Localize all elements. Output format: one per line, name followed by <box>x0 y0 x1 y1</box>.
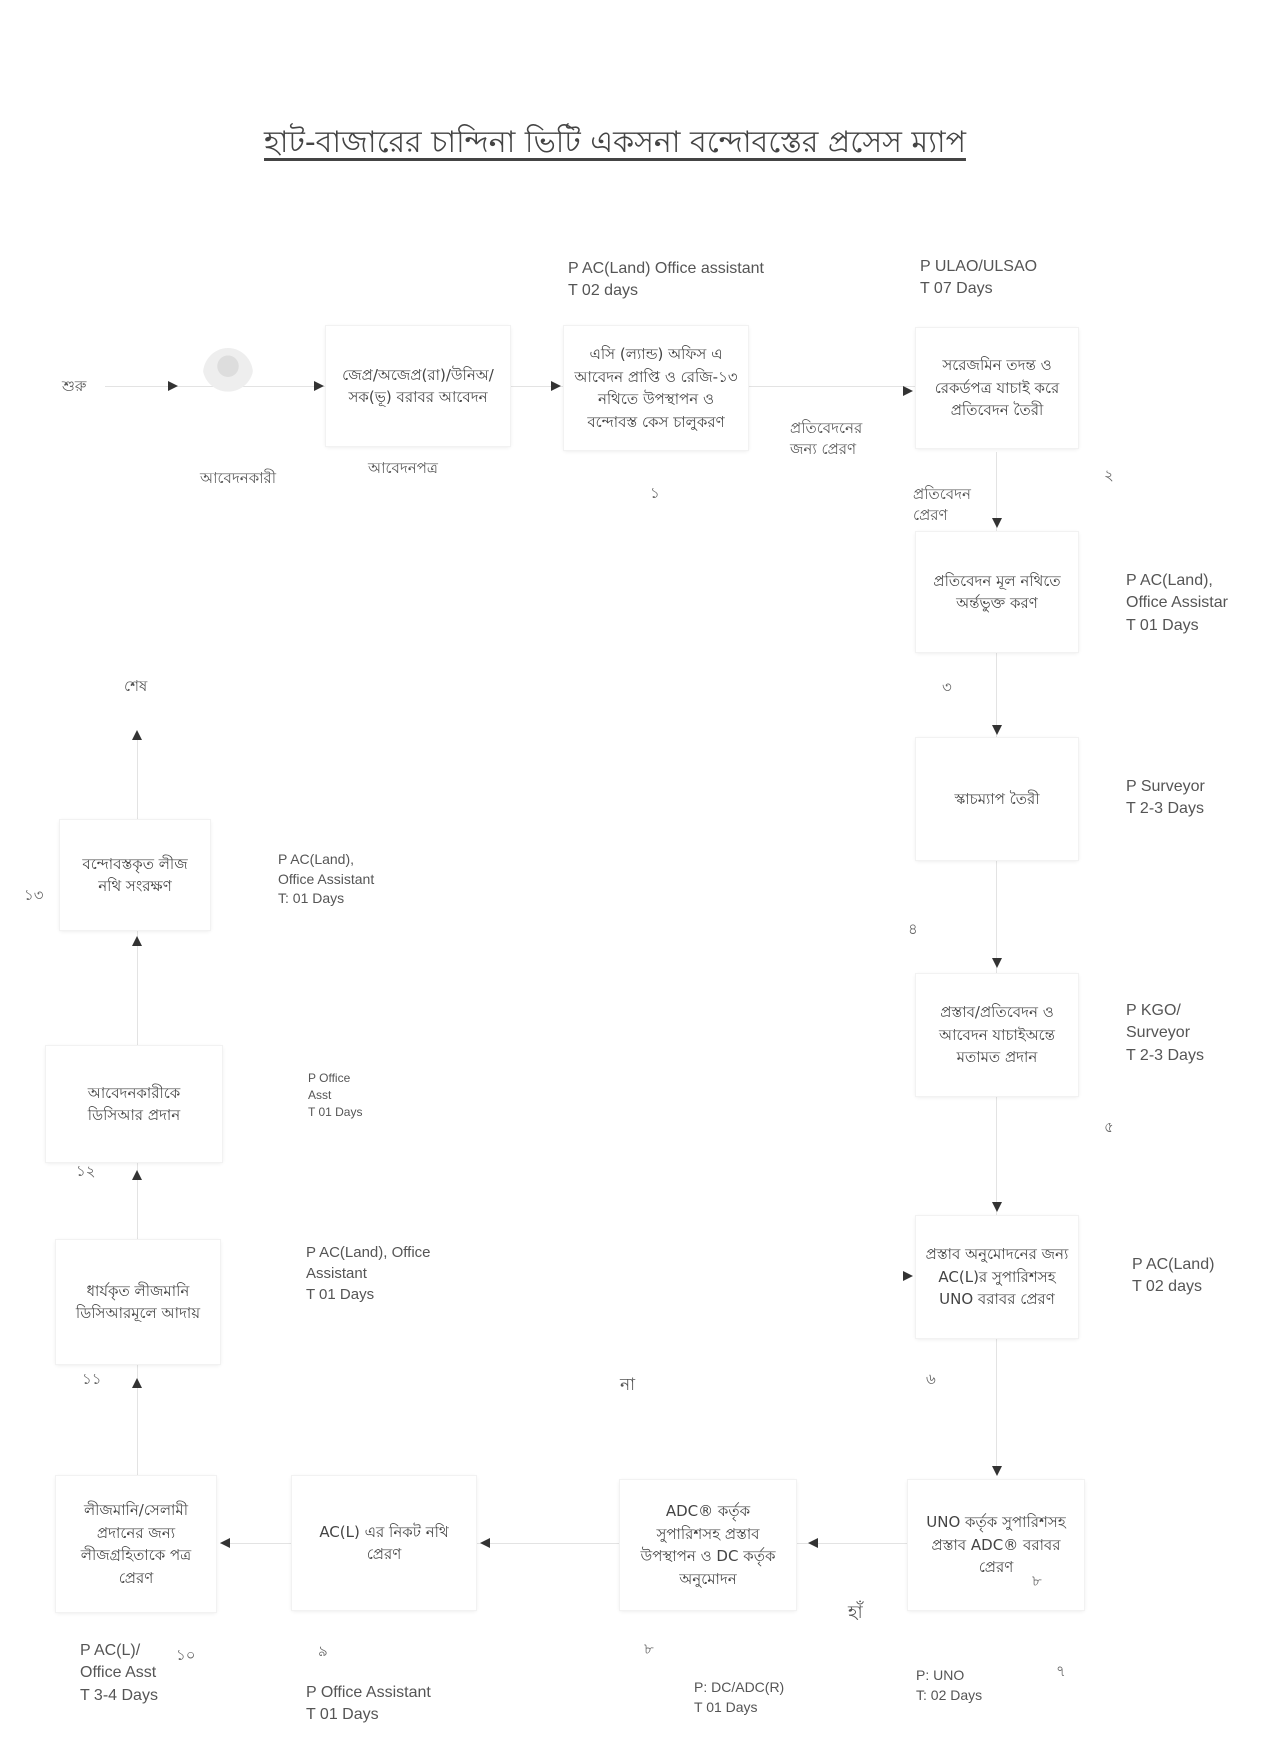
step-number: ৪ <box>908 920 918 938</box>
step-number: ১০ <box>176 1646 196 1664</box>
step-box-dc-approval: ADC® কর্তৃক সুপারিশসহ প্রস্তাব উপস্থাপন ও DC কর্তৃক অনুমোদন <box>620 1480 796 1610</box>
step-box-opinion: প্রস্তাব/প্রতিবেদন ও আবেদন যাচাইঅন্তে মতামত প্রদান <box>916 974 1078 1096</box>
arrow-down <box>992 725 1002 735</box>
step-box-include-report: প্রতিবেদন মূল নথিতে অর্ন্তভুক্ত করণ <box>916 532 1078 652</box>
send-for-report-label: প্রতিবেদনের জন্য প্রেরণ <box>790 419 863 458</box>
application-label: আবেদনপত্র <box>368 459 438 477</box>
step-box-preserve-file: বন্দোবস্তকৃত লীজ নথি সংরক্ষণ <box>60 820 210 930</box>
step-box-lease-letter: লীজমানি/সেলামী প্রদানের জন্য লীজগ্রহিতাকে পত্র প্রেরণ <box>56 1476 216 1612</box>
step-1-meta: P AC(Land) Office assistant T 02 days <box>568 260 764 300</box>
arrow-right <box>551 381 561 391</box>
step-4-meta: P Surveyor T 2-3 Days <box>1126 778 1205 818</box>
send-report-label: প্রতিবেদন প্রেরণ <box>913 485 971 524</box>
step-number: ১ <box>650 484 660 502</box>
end-label: শেষ <box>124 677 148 695</box>
step-number: ৩ <box>942 678 952 696</box>
step-box-uno-recommend: UNO কর্তৃক সুপারিশসহ প্রস্তাব ADC® বরাবর প্রেরণ <box>908 1480 1084 1610</box>
start-label: শুরু <box>62 377 87 395</box>
step-number: ৫ <box>1104 1118 1114 1136</box>
step-number: ১১ <box>82 1370 102 1388</box>
step-number: ৭ <box>1056 1662 1066 1680</box>
step-number: ৮ <box>1032 1572 1042 1590</box>
step-number: ২ <box>1104 466 1114 484</box>
step-5-meta: P KGO/ Surveyor T 2-3 Days <box>1126 1002 1204 1064</box>
yes-label: হাঁ <box>848 1602 863 1623</box>
arrow-up <box>132 936 142 946</box>
applicant-icon <box>203 348 253 400</box>
step-box-apply: জেপ্র/অজেপ্র(রা)/উনিঅ/ সক(ভূ) বরাবর আবেদন <box>326 326 510 446</box>
step-3-meta: P AC(Land), Office Assistar T 01 Days <box>1126 572 1228 634</box>
arrow-down <box>992 958 1002 968</box>
step-box-collect-lease-money: ধার্যকৃত লীজমানি ডিসিআরমূলে আদায় <box>56 1240 220 1364</box>
step-11-meta: P AC(Land), Office Assistant T 01 Days <box>306 1244 431 1303</box>
step-7-meta: P: UNO T: 02 Days <box>916 1667 983 1703</box>
step-12-meta: P Office Asst T 01 Days <box>308 1071 363 1119</box>
step-number: ৮ <box>644 1640 654 1658</box>
arrow-left <box>220 1538 230 1548</box>
step-10-meta: P AC(L)/ Office Asst T 3-4 Days <box>80 1642 158 1704</box>
step-8-meta: P: DC/ADC(R) T 01 Days <box>694 1679 785 1715</box>
no-label: না <box>620 1375 636 1395</box>
arrow-left <box>808 1538 818 1548</box>
step-box-forward-to-uno: প্রস্তাব অনুমোদনের জন্য AC(L)র সুপারিশসহ UNO বরাবর প্রেরণ <box>916 1216 1078 1338</box>
arrow-down <box>992 1466 1002 1476</box>
arrow-right <box>168 381 178 391</box>
arrow-right <box>314 381 324 391</box>
step-box-send-to-acl: AC(L) এর নিকট নথি প্রেরণ <box>292 1476 476 1610</box>
applicant-label: আবেদনকারী <box>200 469 277 487</box>
step-box-provide-dcr: আবেদনকারীকে ডিসিআর প্রদান <box>46 1046 222 1162</box>
arrow-left <box>480 1538 490 1548</box>
step-box-receive-application: এসি (ল্যান্ড) অফিস এ আবেদন প্রাপ্তি ও রেজি-১৩ নথিতে উপস্থাপন ও বন্দোবস্ত কেস চালুকরণ <box>564 326 748 450</box>
step-number: ১৩ <box>24 886 44 904</box>
step-number: ৯ <box>318 1642 328 1660</box>
step-2-meta: P ULAO/ULSAO T 07 Days <box>920 258 1038 298</box>
arrow-up <box>132 1170 142 1180</box>
arrow-right <box>903 386 913 396</box>
arrow-right <box>903 1271 913 1281</box>
arrow-up <box>132 730 142 740</box>
step-9-meta: P Office Assistant T 01 Days <box>306 1684 431 1724</box>
step-box-field-inquiry: সরেজমিন তদন্ত ও রেকর্ডপত্র যাচাই করে প্রতিবেদন তৈরী <box>916 328 1078 448</box>
step-number: ১২ <box>76 1162 96 1180</box>
step-6-meta: P AC(Land) T 02 days <box>1132 1256 1215 1296</box>
step-13-meta: P AC(Land), Office Assistant T: 01 Days <box>278 851 375 907</box>
arrow-down <box>992 1202 1002 1212</box>
page-title: হাট-বাজারের চান্দিনা ভিটি একসনা বন্দোবস্তের প্রসেস ম্যাপ <box>264 125 966 160</box>
arrow-down <box>992 518 1002 528</box>
arrow-up <box>132 1378 142 1388</box>
step-box-sketch-map: স্কাচম্যাপ তৈরী <box>916 738 1078 860</box>
step-number: ৬ <box>926 1370 936 1388</box>
